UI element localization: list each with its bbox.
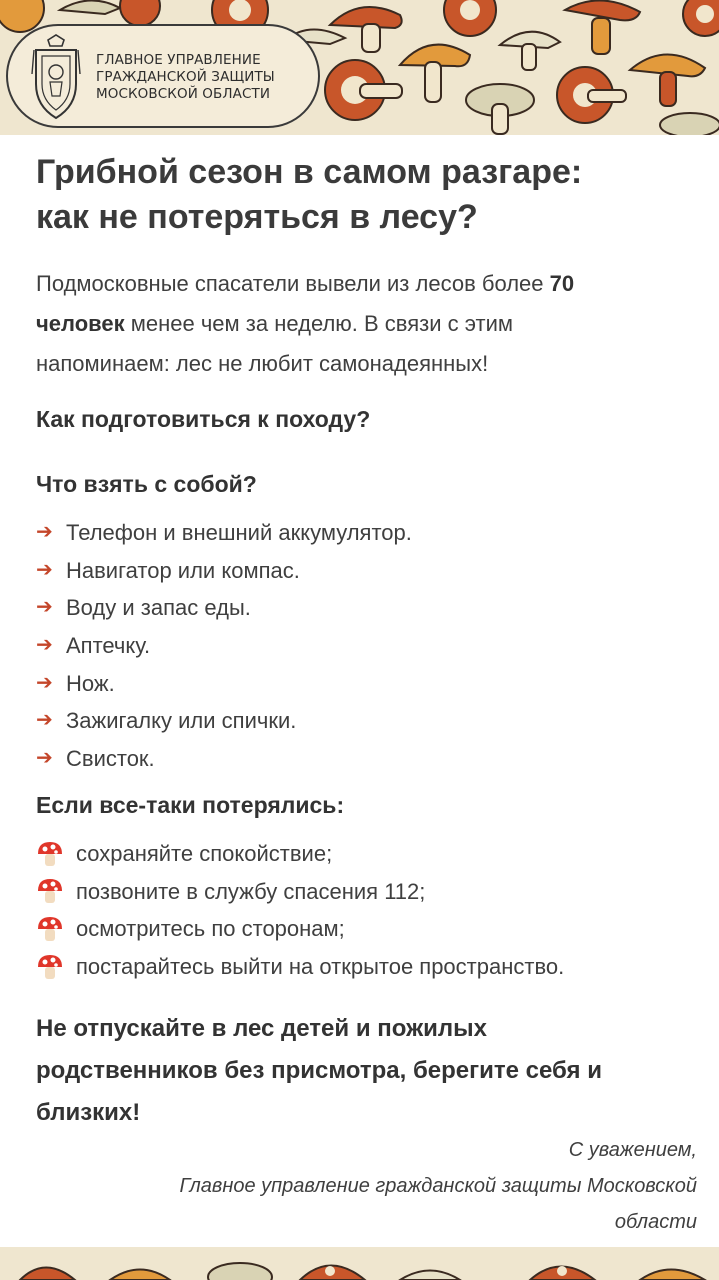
signature-line-2: Главное управление гражданской защиты Московской <box>179 1175 697 1197</box>
list-item: ➔ Аптечку. <box>36 627 696 665</box>
take-heading: Что взять с собой? <box>36 471 257 497</box>
article-body <box>36 150 696 1134</box>
arrow-icon: ➔ <box>36 596 53 619</box>
intro-count: 70 <box>549 271 575 296</box>
closing-line-1: Не отпускайте в лес детей и пожилых <box>36 1014 487 1042</box>
signature-line-1: С уважением, <box>568 1139 697 1161</box>
intro-text: Подмосковные спасатели вывели из лесов более <box>36 271 550 296</box>
organization-name <box>96 52 275 103</box>
organization-logo <box>6 24 320 128</box>
page-title <box>36 150 696 240</box>
org-line-3: МОСКОВСКОЙ ОБЛАСТИ <box>96 86 271 102</box>
lost-list <box>36 835 696 986</box>
title-line-2: как не потеряться в лесу? <box>36 198 478 236</box>
signature <box>37 1132 697 1240</box>
signature-line-3: области <box>614 1211 697 1233</box>
title-line-1: Грибной сезон в самом разгаре: <box>36 153 583 191</box>
list-item: ➔ Свисток. <box>36 740 696 778</box>
closing-line-2: родственников без присмотра, берегите себя и <box>36 1056 602 1084</box>
list-item: ➔ Воду и запас еды. <box>36 589 696 627</box>
arrow-icon: ➔ <box>36 709 53 732</box>
coat-of-arms-icon <box>30 34 82 122</box>
intro-people: человек <box>36 311 125 336</box>
footer-banner <box>0 1247 719 1280</box>
arrow-icon: ➔ <box>36 671 53 694</box>
mushroom-icon <box>660 113 719 135</box>
list-item: позвоните в службу спасения 112; <box>36 873 696 911</box>
list-item: сохраняйте спокойствие; <box>36 835 696 873</box>
lost-heading: Если все-таки потерялись: <box>36 791 345 818</box>
take-list <box>36 514 696 778</box>
arrow-icon: ➔ <box>36 634 53 657</box>
intro-text: менее чем за неделю. В связи с этим <box>124 311 513 336</box>
list-item: ➔ Нож. <box>36 665 696 703</box>
org-line-2: ГРАЖДАНСКОЙ ЗАЩИТЫ <box>96 69 275 85</box>
prepare-heading: Как подготовиться к походу? <box>36 406 371 432</box>
mushroom-pattern <box>0 1247 719 1280</box>
list-item: осмотритесь по сторонам; <box>36 910 696 948</box>
list-item: ➔ Телефон и внешний аккумулятор. <box>36 514 696 552</box>
closing-line-3: близких! <box>36 1098 141 1126</box>
list-item: ➔ Зажигалку или спички. <box>36 702 696 740</box>
arrow-icon: ➔ <box>36 521 53 543</box>
intro-text: напоминаем: лес не любит самонадеянных! <box>36 351 489 376</box>
mushroom-icon <box>36 953 76 981</box>
org-line-1: ГЛАВНОЕ УПРАВЛЕНИЕ <box>96 52 261 68</box>
arrow-icon: ➔ <box>36 558 53 581</box>
arrow-icon: ➔ <box>36 747 53 770</box>
mushroom-icon <box>36 840 76 868</box>
mushroom-icon <box>36 877 76 905</box>
mushroom-icon <box>36 915 76 943</box>
list-item: ➔ Навигатор или компас. <box>36 552 696 590</box>
list-item: постарайтесь выйти на открытое пространство. <box>36 948 696 986</box>
header-banner <box>0 0 719 135</box>
closing-message <box>36 1008 696 1134</box>
intro-paragraph <box>36 264 696 384</box>
